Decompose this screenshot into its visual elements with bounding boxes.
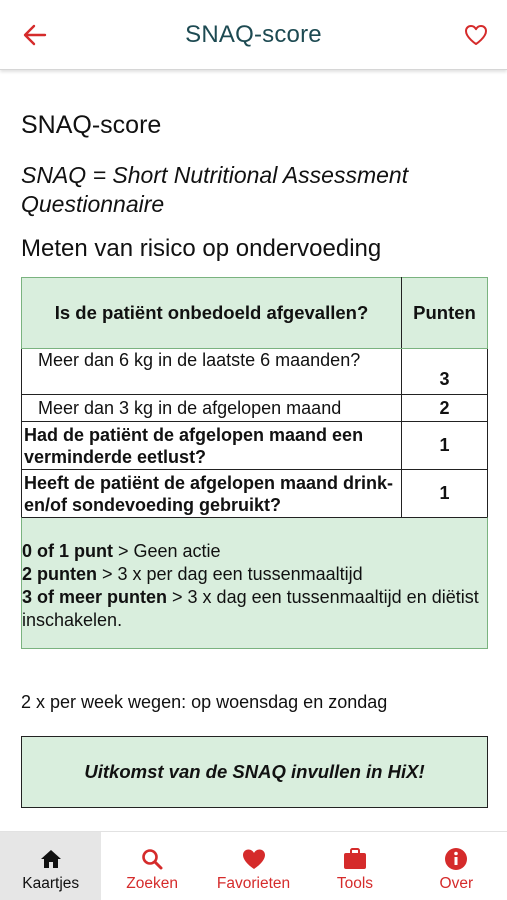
info-icon [443, 847, 469, 871]
content-title: SNAQ-score [21, 111, 162, 139]
advice-line [22, 540, 485, 563]
search-icon [139, 847, 165, 871]
table-row [22, 395, 488, 422]
tab-zoeken[interactable] [101, 832, 202, 900]
table-header-question: Is de patiënt onbedoeld afgevallen? [22, 278, 402, 349]
advice-action: > 3 x dag een tussenmaaltijd en diëtist inschakelen. [22, 587, 479, 630]
home-icon [38, 847, 64, 871]
content-subtitle: SNAQ = Short Nutritional Assessment Questionnaire [21, 162, 409, 217]
table-cell-criterion: Had de patiënt de afgelopen maand een verminderde eetlust? [22, 422, 402, 470]
tab-favorieten[interactable] [203, 832, 304, 900]
table-cell-points: 2 [402, 395, 488, 422]
table-cell-points: 3 [402, 349, 488, 395]
table-header-points: Punten [402, 278, 488, 349]
advice-action: > Geen actie [113, 541, 221, 561]
table-header-row [22, 278, 488, 349]
table-cell-criterion: Meer dan 6 kg in de laatste 6 maanden? [22, 349, 402, 395]
briefcase-icon [342, 847, 368, 871]
advice-score: 3 of meer punten [22, 587, 168, 607]
table-cell-points: 1 [402, 422, 488, 470]
tab-over[interactable] [406, 832, 507, 900]
section-heading: Meten van risico op ondervoeding [21, 235, 382, 262]
tab-label: Favorieten [216, 875, 291, 892]
page-title: SNAQ-score [185, 21, 322, 48]
tab-label: Kaartjes [22, 875, 80, 892]
tab-tools[interactable] [304, 832, 405, 900]
tab-label: Zoeken [126, 875, 178, 892]
advice-score: 0 of 1 punt [22, 541, 113, 561]
heart-outline-icon [463, 22, 489, 48]
table-cell-criterion: Heeft de patiënt de afgelopen maand drink- en/of sondevoeding gebruikt? [22, 470, 402, 518]
snaq-score-table [21, 277, 488, 518]
table-row [22, 349, 488, 395]
top-navigation-bar [0, 0, 507, 70]
advice-line [22, 563, 485, 586]
table-cell-criterion: Meer dan 3 kg in de afgelopen maand [22, 395, 402, 422]
advice-action: > 3 x per dag een tussenmaaltijd [97, 564, 363, 584]
cta-label: Uitkomst van de SNAQ invullen in HiX! [84, 761, 425, 782]
content-area [21, 70, 487, 808]
weigh-note: 2 x per week wegen: op woensdag en zondag [21, 692, 388, 712]
tab-label: Over [439, 875, 474, 892]
hix-cta-button[interactable] [21, 736, 488, 808]
table-cell-points: 1 [402, 470, 488, 518]
tab-label: Tools [336, 875, 374, 892]
tab-kaartjes[interactable] [0, 832, 101, 900]
bottom-tab-bar [0, 831, 507, 900]
advice-box [21, 517, 488, 649]
advice-score: 2 punten [22, 564, 97, 584]
favorite-button[interactable] [463, 22, 489, 48]
advice-line [22, 586, 485, 632]
table-row [22, 470, 488, 518]
table-row [22, 422, 488, 470]
heart-icon [241, 847, 267, 871]
